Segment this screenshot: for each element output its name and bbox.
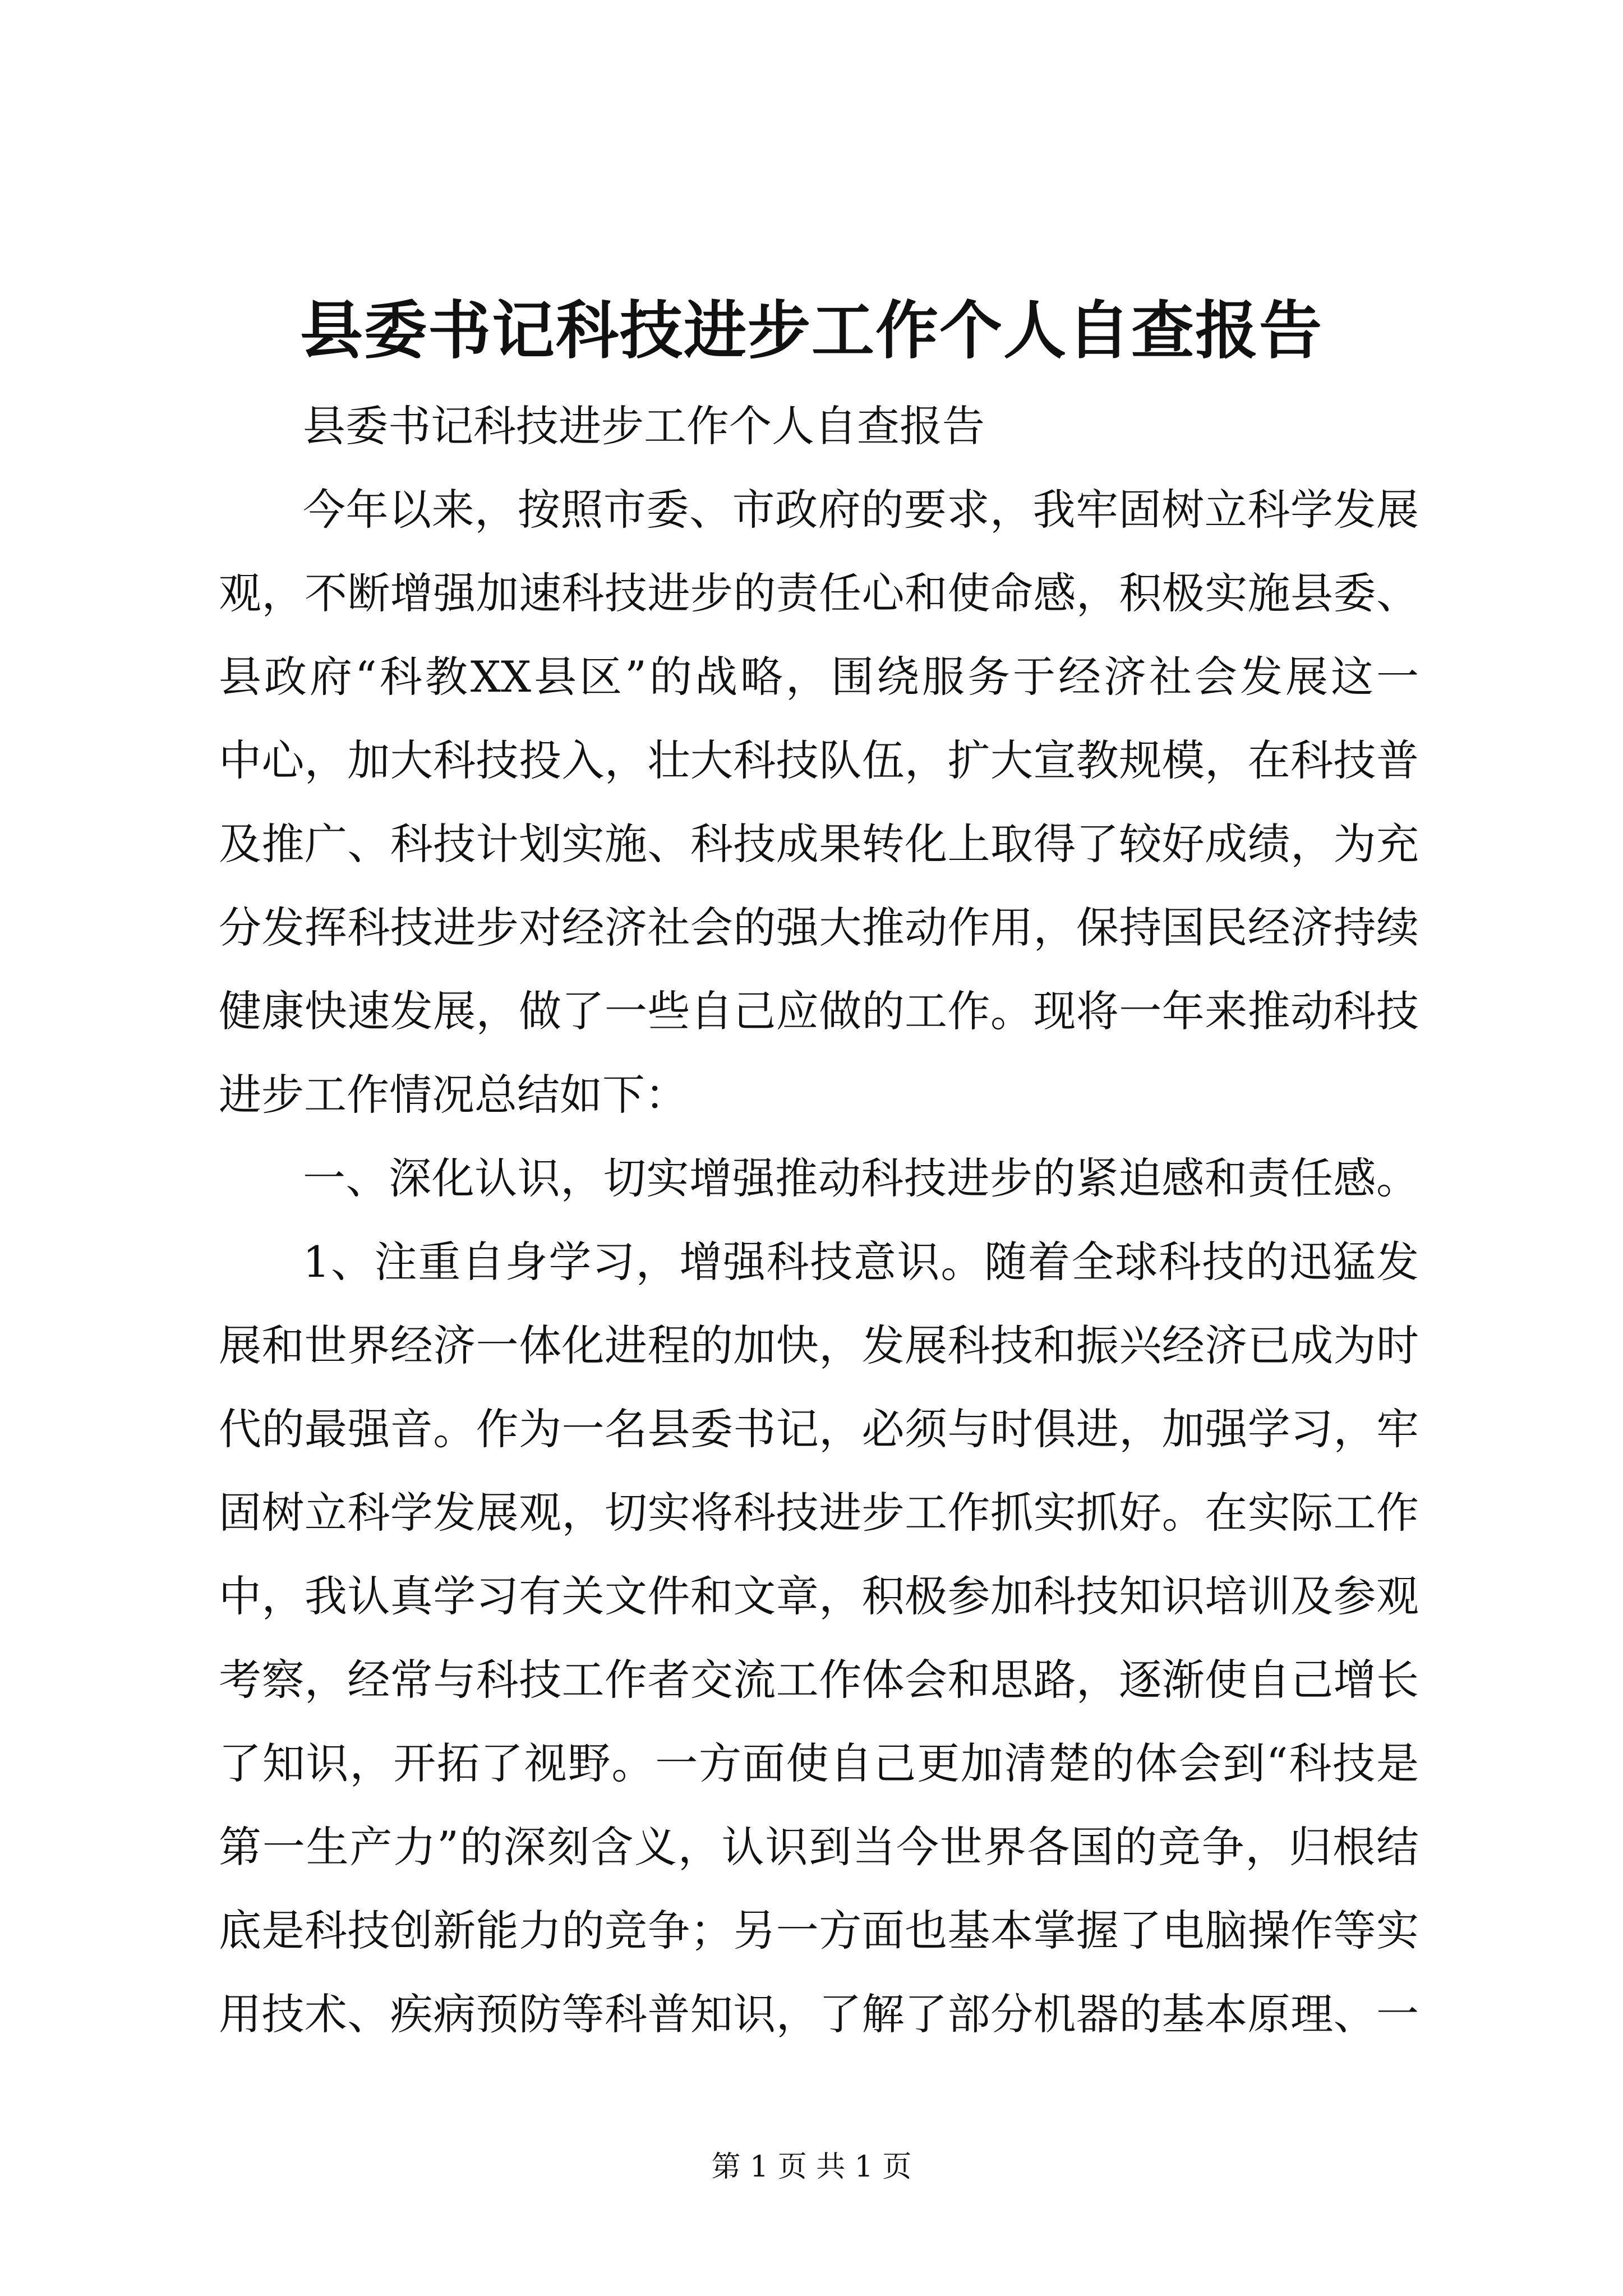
body-line: 分发挥科技进步对经济社会的强大推动作用，保持国民经济持续: [219, 903, 1419, 953]
body-line: 1、注重自身学习，增强科技意识。随着全球科技的迅猛发: [303, 1237, 1419, 1287]
document-title: 县委书记科技进步工作个人自查报告: [300, 294, 1323, 367]
body-line: 县政府“科教XX县区”的战略，围绕服务于经济社会发展这一: [219, 652, 1419, 702]
document-body: [219, 384, 1419, 2056]
body-line: 县委书记科技进步工作个人自查报告: [303, 401, 985, 451]
body-line: 固树立科学发展观，切实将科技进步工作抓实抓好。在实际工作: [219, 1488, 1419, 1538]
body-line: 考察，经常与科技工作者交流工作体会和思路，逐渐使自己增长: [219, 1655, 1419, 1705]
body-line: 今年以来，按照市委、市政府的要求，我牢固树立科学发展: [303, 485, 1419, 535]
body-line: 代的最强音。作为一名县委书记，必须与时俱进，加强学习，牢: [219, 1404, 1419, 1454]
body-line: 中心，加大科技投入，壮大科技队伍，扩大宣教规模，在科技普: [219, 735, 1419, 785]
body-line: 第一生产力”的深刻含义，认识到当今世界各国的竞争，归根结: [219, 1822, 1419, 1872]
body-line: 及推广、科技计划实施、科技成果转化上取得了较好成绩，为充: [219, 819, 1419, 869]
body-line: 进步工作情况总结如下：: [219, 1070, 688, 1120]
body-line: 底是科技创新能力的竞争；另一方面也基本掌握了电脑操作等实: [219, 1906, 1419, 1955]
body-line: 了知识，开拓了视野。一方面使自己更加清楚的体会到“科技是: [219, 1738, 1419, 1788]
body-line: 中，我认真学习有关文件和文章，积极参加科技知识培训及参观: [219, 1571, 1419, 1621]
body-line: 用技术、疾病预防等科普知识，了解了部分机器的基本原理、一: [219, 1989, 1419, 2039]
body-line: 健康快速发展，做了一些自己应做的工作。现将一年来推动科技: [219, 986, 1419, 1036]
body-line: 观，不断增强加速科技进步的责任心和使命感，积极实施县委、: [219, 568, 1419, 618]
body-line: 一、深化认识，切实增强推动科技进步的紧迫感和责任感。: [303, 1153, 1419, 1203]
page-footer: 第 1 页 共 1 页: [711, 2150, 912, 2184]
body-line: 展和世界经济一体化进程的加快，发展科技和振兴经济已成为时: [219, 1320, 1419, 1370]
